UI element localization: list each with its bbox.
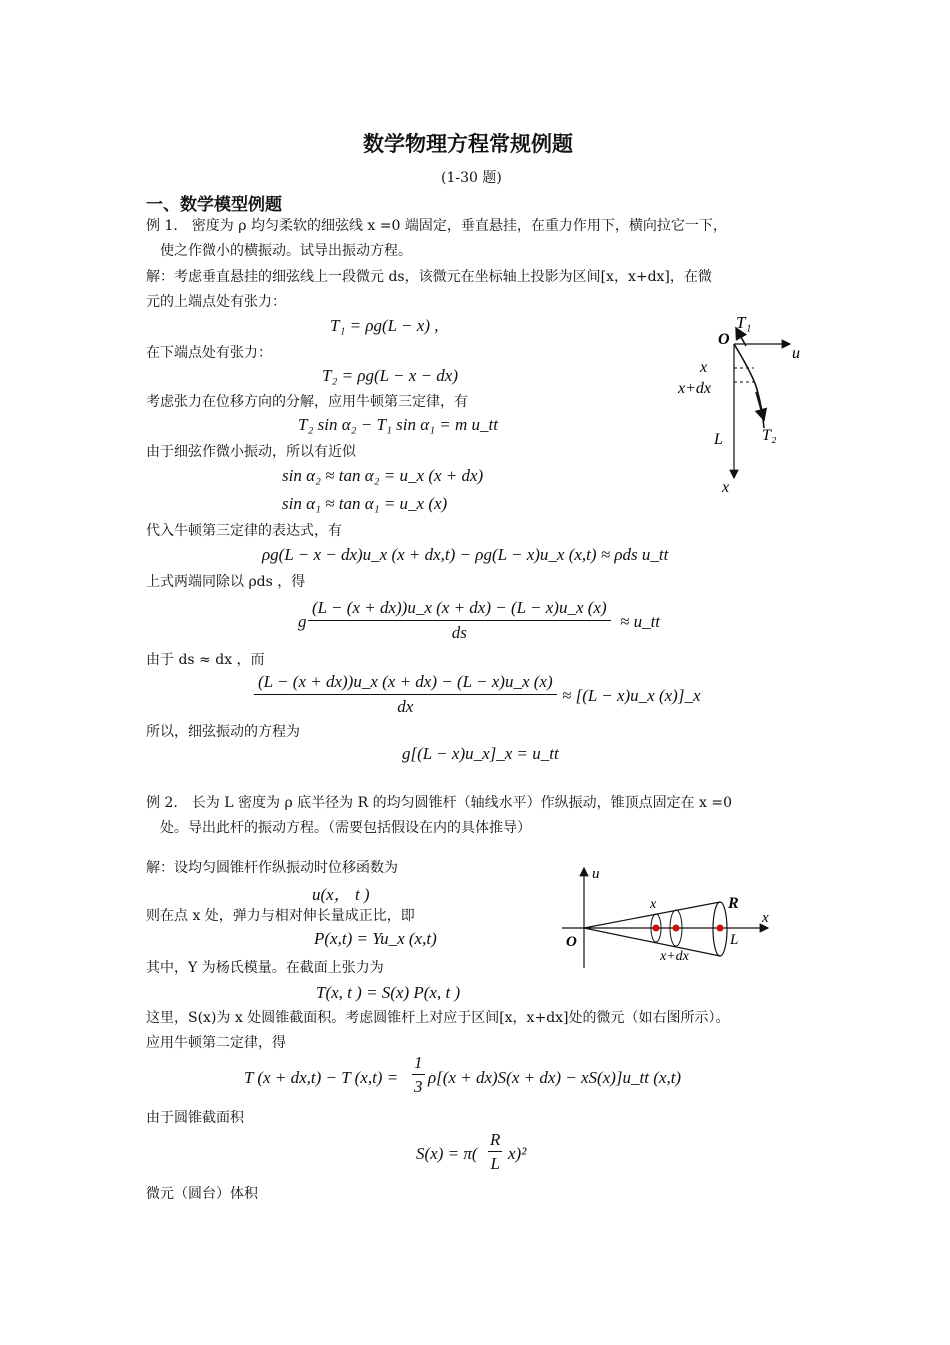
tension-t2-arrow: [756, 392, 764, 420]
text-small-vibration: 由于细弦作微小振动，所以有近似: [146, 444, 356, 460]
text-lower-tension: 在下端点处有张力：: [146, 345, 272, 361]
text-cone-area: 由于圆锥截面积: [146, 1110, 244, 1126]
eq-big-lhs: T (x + dx,t) − T (x,t) =: [244, 1068, 399, 1087]
label-origin: O: [718, 331, 730, 348]
ex1-solution-line1: 解：考虑垂直悬挂的细弦线上一段微元 ds，该微元在坐标轴上投影为区间[x，x+dx]，在微: [146, 269, 712, 285]
text-hooke: 则在点 x 处，弹力与相对伸长量成正比，即: [146, 908, 415, 924]
ex2-problem-line2: 处。导出此杆的振动方程。（需要包括假设在内的具体推导）: [160, 820, 531, 836]
eq-sin-alpha1: sin α₁ ≈ tan α₁ = u_x (x): [282, 494, 448, 513]
label-x-axis: x: [722, 479, 730, 496]
label-u-axis: u: [792, 345, 800, 362]
cone-edge-bottom: [584, 928, 720, 956]
eq-tension-upper: T₁ = ρg(L − x) ,: [330, 316, 439, 335]
eq-big-rhs: ρ[(x + dx)S(x + dx) − xS(x)]u_tt (x,t): [428, 1068, 682, 1087]
text-newton2: 应用牛顿第二定律，得: [146, 1035, 286, 1051]
page-title: 数学物理方程常规例题: [363, 131, 573, 156]
eq-big-denominator: 3: [414, 1077, 423, 1096]
eq-divide-numerator: (L − (x + dx))u_x (x + dx) − (L − x)u_x (x): [308, 598, 611, 621]
text-decompose: 考虑张力在位移方向的分解，应用牛顿第三定律，有: [146, 394, 468, 410]
label-xdx: x+dx: [678, 380, 711, 397]
label-x: x: [700, 359, 708, 376]
point-xdx: [673, 925, 680, 932]
label-L: L: [730, 932, 739, 948]
text-young: 其中，Y 为杨氏模量。在截面上张力为: [146, 960, 384, 976]
eq-divide-rhs: ≈ u_tt: [620, 612, 661, 631]
eq-big-numerator: 1: [412, 1053, 425, 1075]
eq-substituted: ρg(L − x − dx)u_x (x + dx,t) − ρg(L − x)u_x (x,t) ≈ ρds u_tt: [262, 545, 669, 564]
ex2-problem-line1: 例 2. 长为 L 密度为 ρ 底半径为 R 的均匀圆锥杆（轴线水平）作纵振动，锥顶点固定在 x =0: [146, 795, 733, 811]
label-T1: T₁: [736, 313, 752, 332]
label-origin: O: [566, 934, 577, 950]
text-volume: 微元（圆台）体积: [146, 1186, 258, 1202]
eq-limit-fraction: [254, 672, 557, 717]
section-heading: 一、数学模型例题: [146, 195, 282, 215]
eq-limit-rhs: ≈ [(L − x)u_x (x)]_x: [562, 686, 701, 705]
eq-divide-denominator: ds: [451, 623, 467, 642]
point-base: [717, 925, 724, 932]
eq-divide-g: g: [298, 612, 307, 631]
label-xdx: x+dx: [660, 949, 689, 964]
text-here: 这里，S(x)为 x 处圆锥截面积。考虑圆锥杆上对应于区间[x，x+dx]处的微元（如右图所示）。: [146, 1010, 730, 1026]
ex2-solution-line1: 解：设均匀圆锥杆作纵振动时位移函数为: [146, 860, 398, 876]
text-substitute: 代入牛顿第三定律的表达式，有: [146, 523, 342, 539]
cone-figure: [560, 856, 780, 974]
eq-area-numerator: R: [488, 1130, 502, 1152]
label-u-axis: u: [592, 866, 600, 882]
eq-limit-denominator: dx: [397, 697, 414, 716]
eq-divide-fraction: [308, 598, 611, 643]
eq-area-fraction: [488, 1130, 502, 1174]
eq-tension-lower: T₂ = ρg(L − x − dx): [322, 366, 458, 385]
eq-tension-section: T(x, t ) = S(x) P(x, t ): [316, 983, 461, 1002]
eq-limit-numerator: (L − (x + dx))u_x (x + dx) − (L − x)u_x (x): [254, 672, 557, 695]
string-figure: [666, 310, 816, 500]
string-curve: [734, 344, 764, 428]
eq-area-denominator: L: [490, 1154, 500, 1173]
eq-area-lhs: S(x) = π(: [416, 1144, 478, 1163]
text-divide: 上式两端同除以 ρds ，得: [146, 574, 306, 590]
eq-area-rhs: x)²: [508, 1144, 527, 1163]
eq-newton: T₂ sin α₂ − T₁ sin α₁ = m u_tt: [298, 415, 498, 434]
eq-string-final: g[(L − x)u_x]_x = u_tt: [402, 744, 559, 763]
eq-force: P(x,t) = Yu_x (x,t): [314, 929, 437, 948]
label-R: R: [728, 895, 739, 912]
ex1-solution-line2: 元的上端点处有张力：: [146, 294, 286, 310]
point-x: [653, 925, 660, 932]
label-T2: T₂: [762, 427, 777, 444]
text-therefore: 所以，细弦振动的方程为: [146, 724, 300, 740]
ex1-problem-line1: 例 1. 密度为 ρ 均匀柔软的细弦线 x =0 端固定，垂直悬挂，在重力作用下，横向拉它一下，: [146, 218, 727, 234]
label-x-axis: x: [762, 910, 769, 926]
eq-displacement: u(x， t ): [312, 885, 370, 904]
label-L: L: [714, 431, 723, 448]
eq-sin-alpha2: sin α₂ ≈ tan α₂ = u_x (x + dx): [282, 466, 484, 485]
label-x: x: [650, 897, 657, 912]
page-subtitle: (1-30 题): [441, 170, 502, 186]
text-since: 由于 ds ≈ dx ，而: [146, 652, 265, 668]
eq-big-fraction: [412, 1053, 425, 1097]
ex1-problem-line2: 使之作微小的横振动。试导出振动方程。: [160, 243, 412, 259]
